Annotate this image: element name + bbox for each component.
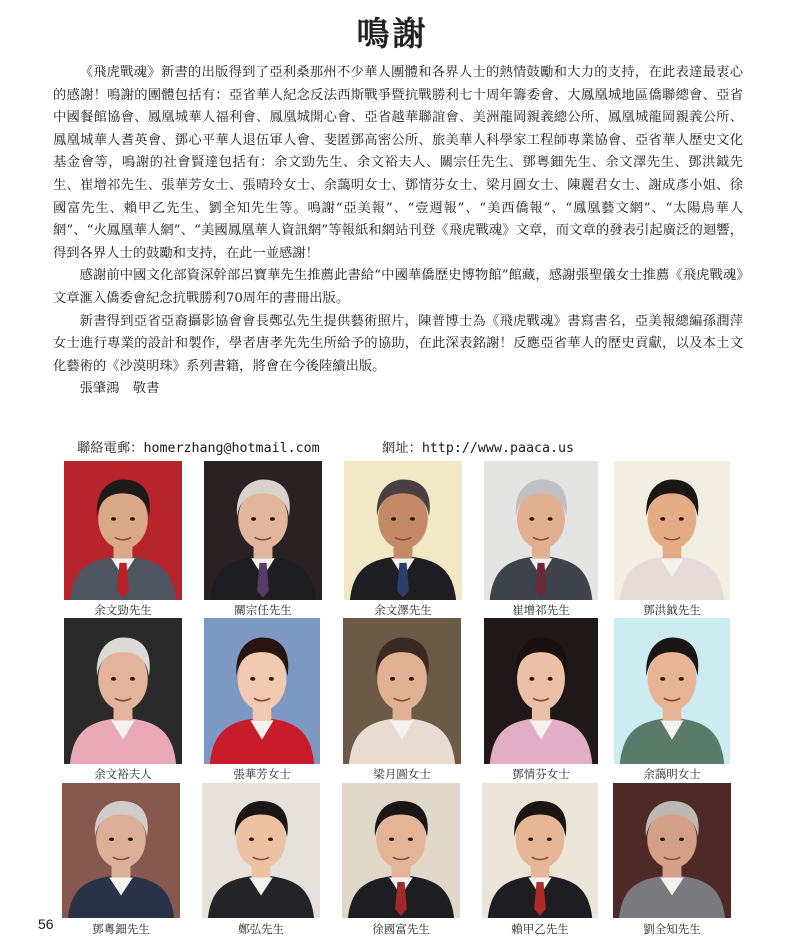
portrait-photo	[484, 461, 598, 600]
paragraph-3: 新書得到亞省亞裔攝影協會會長鄭弘先生提供藝術照片，陳普博士為《飛虎戰魂》書寫書名，亞美報總編孫潤萍女士進行專業的設計和製作，學者唐孝先先生所給予的協助，在此深表銘謝！反應亞省華人的歷史貢獻，以及本土文化藝術的《沙漠明珠》系列書籍，將會在今後陸續出版。	[53, 313, 743, 374]
portrait-caption: 崔增祁先生	[512, 603, 570, 617]
portrait-caption: 劉全知先生	[643, 922, 701, 936]
portrait-photo	[614, 618, 730, 764]
portrait-caption: 余文裕夫人	[94, 767, 152, 781]
page-title: 鳴謝	[356, 14, 429, 53]
portrait-caption: 徐國富先生	[372, 922, 430, 936]
portrait-caption: 關宗任先生	[234, 603, 292, 617]
portrait-caption: 鄧情芬女士	[512, 767, 570, 781]
portrait-caption: 梁月圓女士	[373, 767, 431, 781]
website-label: 網址：	[382, 441, 422, 456]
acknowledgement-text	[53, 62, 743, 401]
paragraph-2: 感謝前中國文化部資深幹部呂寶華先生推薦此書給“中國華僑歷史博物館”館藏，感謝張聖儀女士推薦《飛虎戰魂》文章滙入僑委會紀念抗戰勝利70周年的書冊出版。	[53, 268, 743, 306]
portrait-caption: 鄭弘先生	[238, 922, 284, 936]
email-address[interactable]: homerzhang@hotmail.com	[143, 441, 320, 456]
portrait-photo	[202, 783, 320, 918]
paragraph-1: 《飛虎戰魂》新書的出版得到了亞利桑那州不少華人團體和各界人士的熱情鼓勵和大力的支持，在此表達最衷心的感謝！鳴謝的團體包括有：亞省華人紀念反法西斯戰爭暨抗戰勝利七十周年籌委會、大鳳凰城地區僑聯總會、亞省中國餐館協會、鳳凰城華人福利會、鳳凰城開心會、亞省越華聯誼會、美洲龍岡親義總公所、鳳凰城龍岡親義公所、鳳凰城華人耆英會、鄧心平華人退伍軍人會、斐匿鄧高密公所、旅美華人科學家工程師專業協會、亞省華人歷史文化基金會等，鳴謝的社會賢達包括有：余文勁先生、余文裕夫人、關宗任先生、鄧粵鈿先生、余文澤先生、鄧洪鉞先生、崔增祁先生、張華芳女士、張晴玲女士、余藹明女士、鄧情芬女士、梁月圓女士、陳麗君女士、謝成彥小姐、徐國富先生、賴甲乙先生、劉全知先生等。鳴謝“亞美報”、“壹週報”、“美西僑報”、“鳳凰藝文網”、“太陽鳥華人網”、“火鳳凰華人網”、“美國鳳凰華人資訊網”等報紙和網站刊登《飛虎戰魂》文章，而文章的發表引起廣泛的迴響，得到各界人士的鼓勵和支持，在此一並感謝！	[53, 65, 743, 261]
portrait-photo	[613, 783, 731, 918]
portrait-caption: 鄧洪鉞先生	[643, 603, 701, 617]
portrait-photo	[342, 783, 460, 918]
portrait-photo	[64, 461, 182, 600]
portrait-photo	[484, 618, 598, 764]
portrait-photo	[482, 783, 598, 918]
website-link[interactable]: http://www.paaca.us	[421, 441, 574, 456]
page-number: 56	[38, 916, 54, 932]
portrait-photo	[343, 618, 461, 764]
portrait-photo	[62, 783, 180, 918]
portrait-caption: 余文澤先生	[374, 603, 432, 617]
contact-line	[77, 437, 574, 456]
signature: 張肇鴻 敬書	[79, 381, 160, 397]
portrait-caption: 鄧粵鈿先生	[92, 922, 150, 936]
portrait-caption: 張華芳女士	[233, 767, 291, 781]
portrait-photo	[344, 461, 462, 600]
portrait-photo	[204, 461, 322, 600]
portrait-photo	[614, 461, 730, 600]
portrait-photo	[204, 618, 320, 764]
portrait-photo	[64, 618, 182, 764]
portrait-caption: 賴甲乙先生	[511, 922, 569, 936]
email-label: 聯絡電郵：	[77, 441, 144, 456]
portrait-caption: 余藹明女士	[643, 767, 701, 781]
portrait-caption: 余文勁先生	[94, 603, 152, 617]
